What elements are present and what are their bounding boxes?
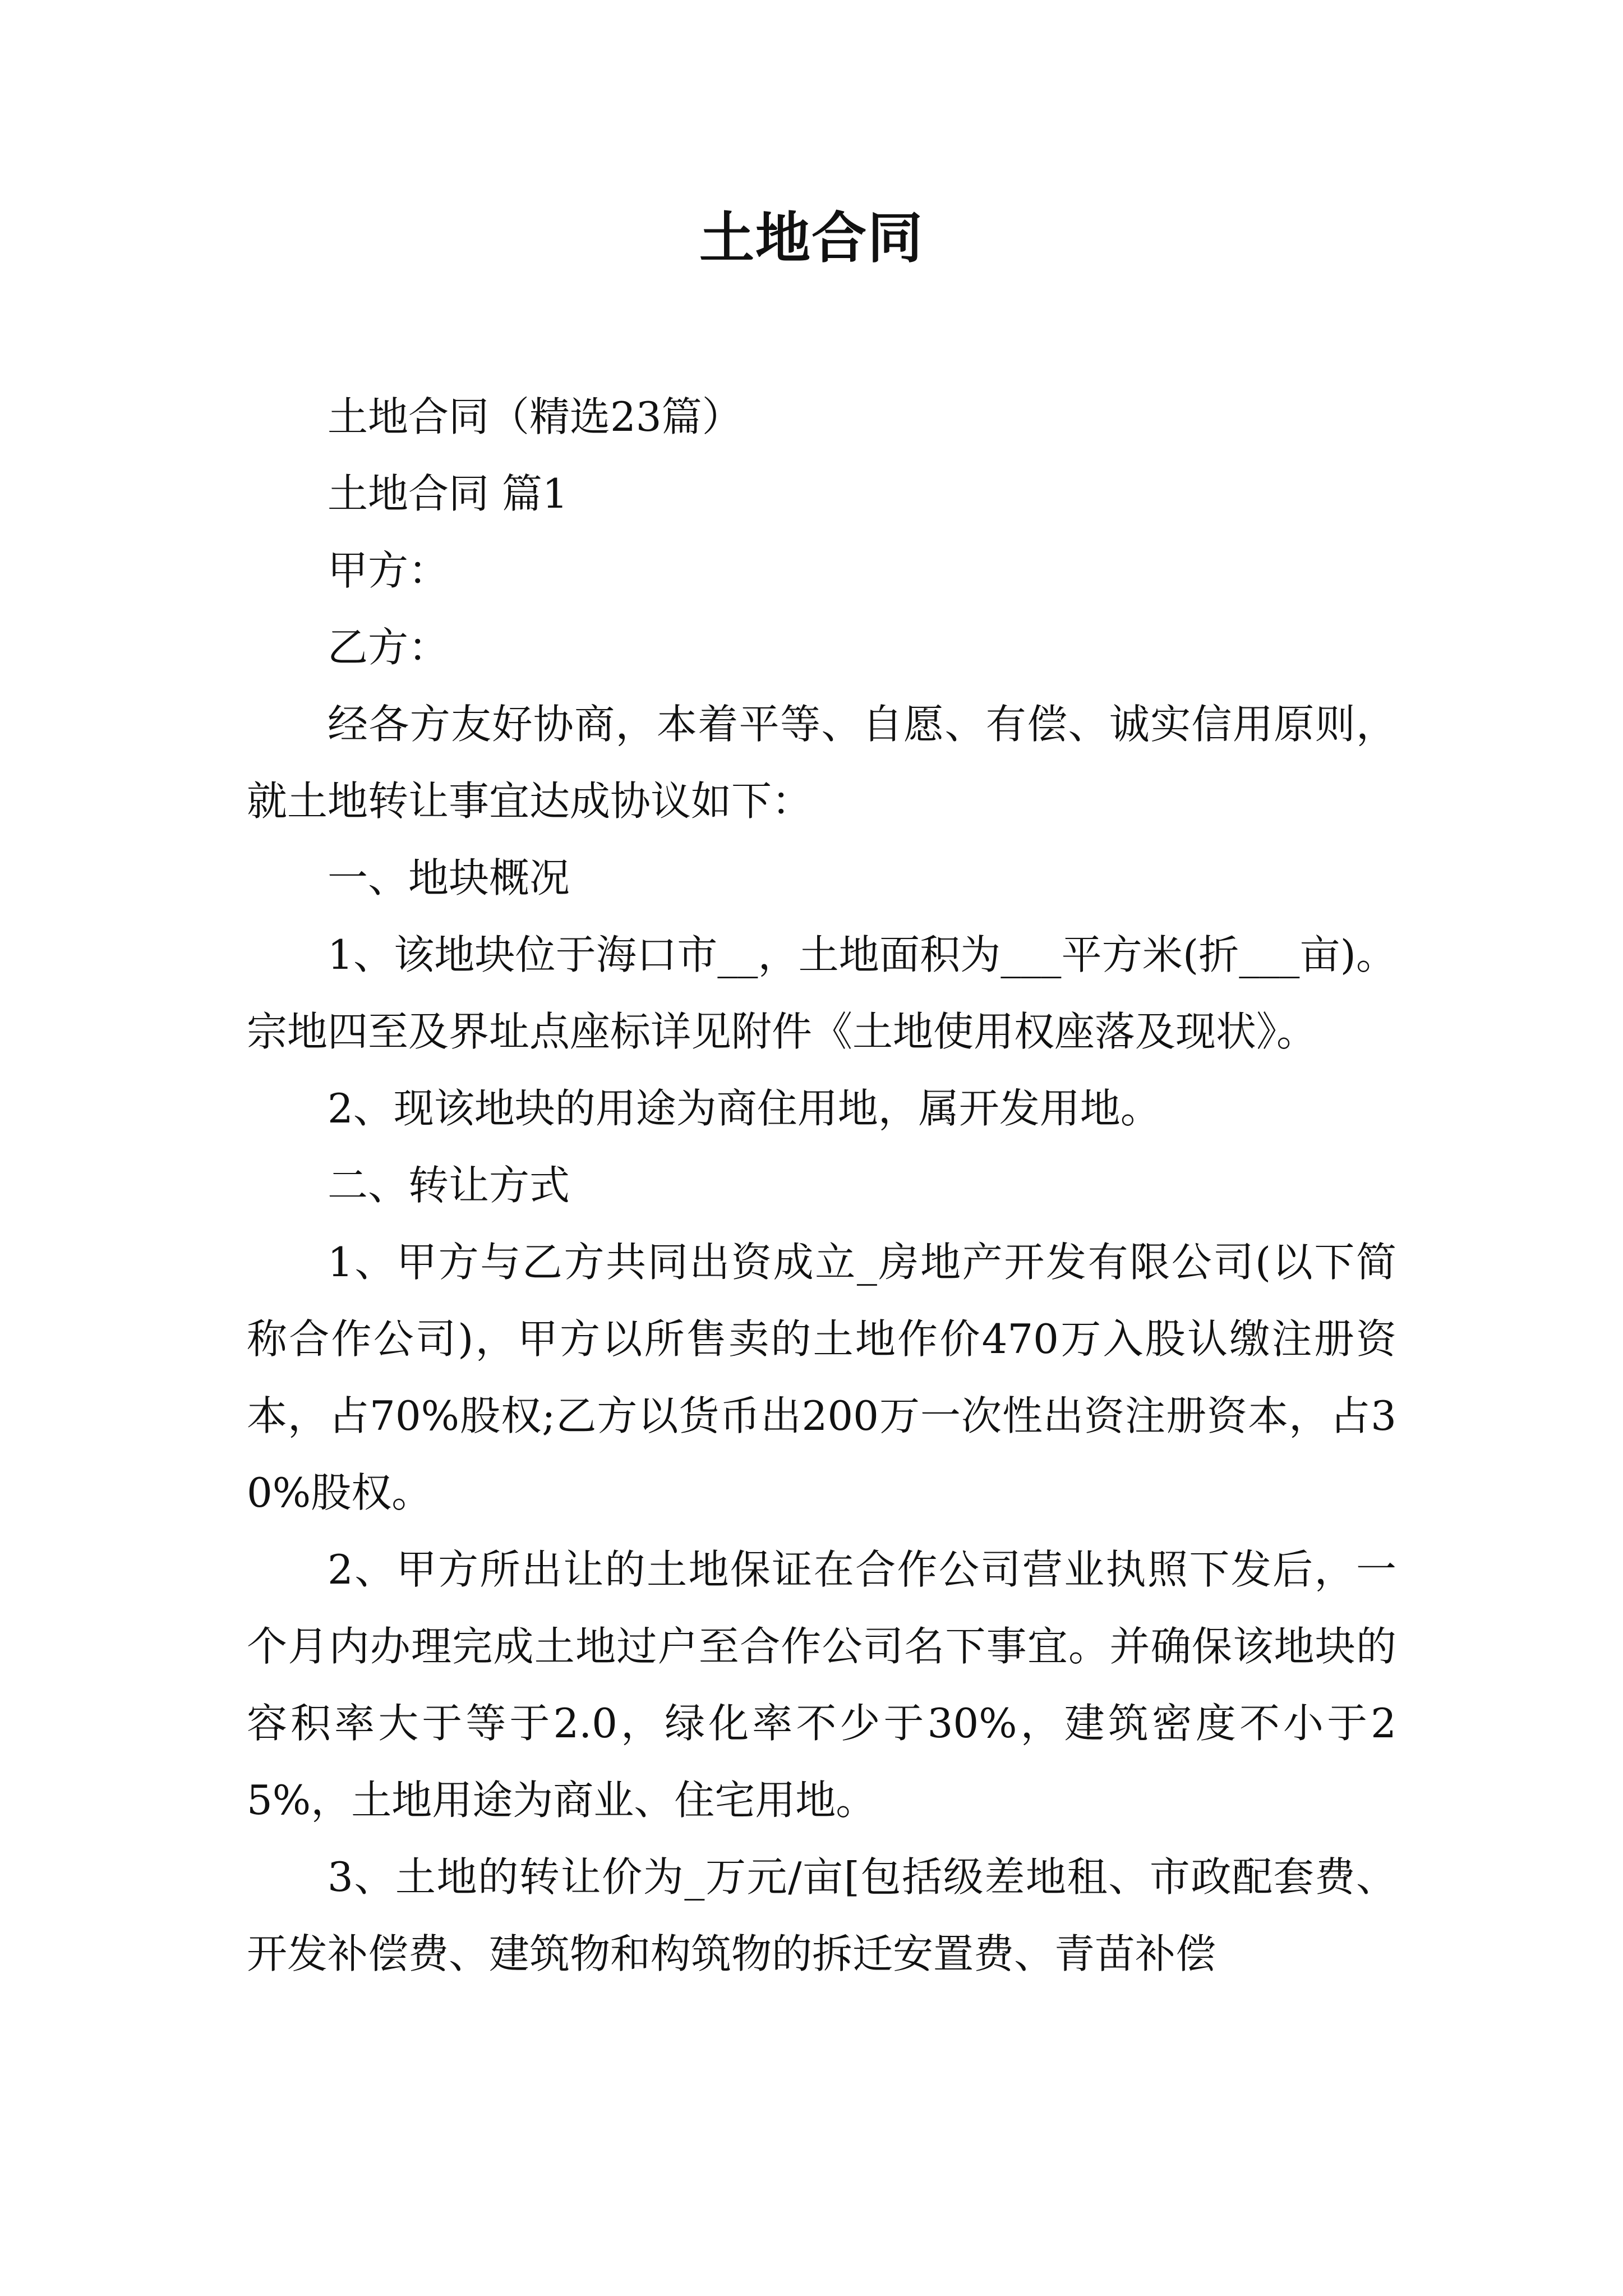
paragraph-party-a: 甲方： [328, 547, 449, 594]
paragraph-heading-2: 二、转让方式 [328, 1162, 570, 1209]
paragraph-clause: 2、甲方所出让的土地保证在合作公司营业执照下发后，一个月内办理完成土地过户至合作公司名下事宜。并确保该地块的容积率大于等于2.0，绿化率不少于30%，建筑密度不小于25%，土地用途为商业、住宅用地。 [247, 1546, 1396, 1824]
paragraph-clause: 1、甲方与乙方共同出资成立_房地产开发有限公司(以下简称合作公司)，甲方以所售卖的土地作价470万入股认缴注册资本，占70%股权;乙方以货币出200万一次性出资注册资本，占30%股权。 [247, 1239, 1396, 1516]
paragraph-section-heading: 土地合同 篇1 [328, 470, 568, 517]
paragraph-clause: 1、该地块位于海口市__，土地面积为___平方米(折___亩)。宗地四至及界址点座标详见附件《土地使用权座落及现状》。 [247, 931, 1396, 1055]
paragraph-clause: 2、现该地块的用途为商住用地，属开发用地。 [328, 1085, 1161, 1132]
document-body [247, 379, 1396, 1993]
paragraph-party-b: 乙方： [328, 624, 449, 671]
paragraph-clause: 3、土地的转让价为_万元/亩[包括级差地租、市政配套费、开发补偿费、建筑物和构筑物的拆迁安置费、青苗补偿 [247, 1853, 1396, 1977]
paragraph-preamble: 经各方友好协商，本着平等、自愿、有偿、诚实信用原则，就土地转让事宜达成协议如下： [247, 701, 1396, 825]
document-title: 土地合同 [699, 206, 924, 270]
paragraph-subtitle: 土地合同（精选23篇） [328, 393, 743, 440]
paragraph-heading-1: 一、地块概况 [328, 854, 570, 901]
